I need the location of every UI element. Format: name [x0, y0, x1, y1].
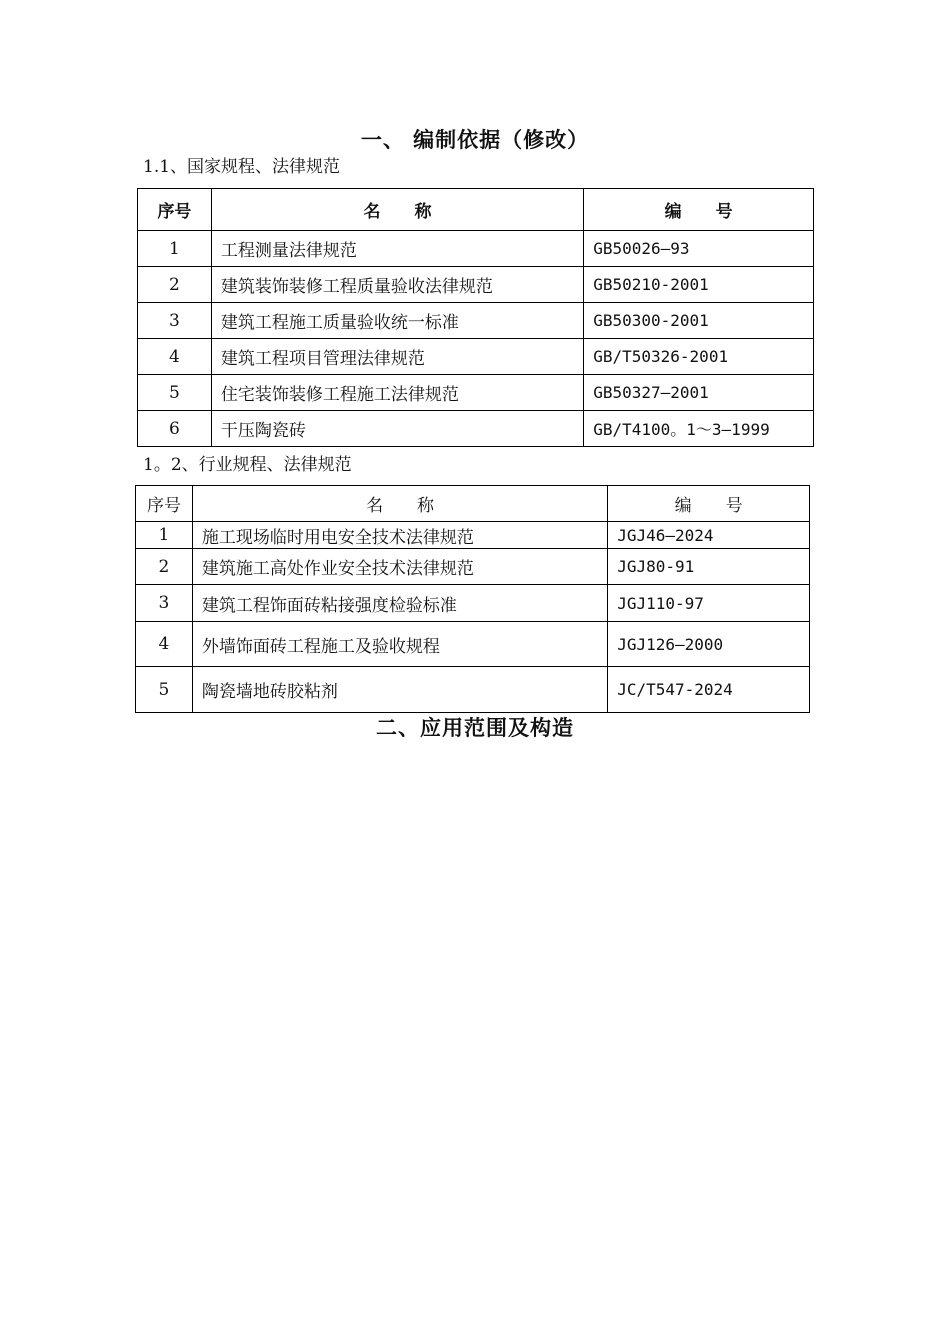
row-name: 建筑工程项目管理法律规范: [211, 339, 583, 375]
row-name: 施工现场临时用电安全技术法律规范: [192, 522, 607, 549]
row-code: GB/T4100。1～3—1999: [584, 411, 814, 447]
section-1-title: 一、 编制依据（修改）: [360, 128, 590, 152]
row-name: 陶瓷墙地砖胶粘剂: [192, 667, 607, 713]
row-name: 工程测量法律规范: [211, 231, 583, 267]
row-name: 建筑施工高处作业安全技术法律规范: [192, 549, 607, 585]
row-code: JGJ46—2024: [608, 522, 810, 549]
row-index: 4: [136, 622, 193, 667]
row-code: JGJ80-91: [608, 549, 810, 585]
table-row: [138, 267, 814, 303]
table-row: [136, 549, 810, 585]
subsection-1-2-title: 1。2、行业规程、法律规范: [143, 455, 352, 475]
header-index: 序号: [138, 189, 212, 231]
table-row: [136, 667, 810, 713]
industry-standards-table: [135, 485, 810, 713]
row-index: 1: [138, 231, 212, 267]
header-name: 名 称: [192, 486, 607, 522]
table-row: [138, 411, 814, 447]
header-index: 序号: [136, 486, 193, 522]
section-2-title: 二、应用范围及构造: [376, 716, 574, 740]
row-index: 5: [138, 375, 212, 411]
row-index: 1: [136, 522, 193, 549]
row-name: 干压陶瓷砖: [211, 411, 583, 447]
row-code: JGJ126—2000: [608, 622, 810, 667]
row-code: GB/T50326-2001: [584, 339, 814, 375]
table-row: [138, 375, 814, 411]
row-code: JGJ110-97: [608, 585, 810, 622]
table-row: [138, 339, 814, 375]
header-code: 编 号: [584, 189, 814, 231]
table-row: [136, 522, 810, 549]
table-row: [138, 231, 814, 267]
row-index: 6: [138, 411, 212, 447]
row-index: 3: [138, 303, 212, 339]
header-code: 编 号: [608, 486, 810, 522]
row-name: 外墙饰面砖工程施工及验收规程: [192, 622, 607, 667]
table-header-row: [138, 189, 814, 231]
row-index: 3: [136, 585, 193, 622]
row-index: 5: [136, 667, 193, 713]
table-header-row: [136, 486, 810, 522]
national-standards-table: [137, 188, 814, 447]
row-index: 2: [136, 549, 193, 585]
table-row: [138, 303, 814, 339]
table-row: [136, 585, 810, 622]
subsection-1-1-title: 1.1、国家规程、法律规范: [143, 157, 341, 177]
row-code: GB50327—2001: [584, 375, 814, 411]
row-code: GB50026—93: [584, 231, 814, 267]
row-code: JC/T547-2024: [608, 667, 810, 713]
row-name: 建筑工程饰面砖粘接强度检验标准: [192, 585, 607, 622]
row-code: GB50210-2001: [584, 267, 814, 303]
row-name: 建筑工程施工质量验收统一标准: [211, 303, 583, 339]
table-row: [136, 622, 810, 667]
row-code: GB50300-2001: [584, 303, 814, 339]
row-name: 建筑装饰装修工程质量验收法律规范: [211, 267, 583, 303]
row-name: 住宅装饰装修工程施工法律规范: [211, 375, 583, 411]
row-index: 4: [138, 339, 212, 375]
row-index: 2: [138, 267, 212, 303]
header-name: 名 称: [211, 189, 583, 231]
